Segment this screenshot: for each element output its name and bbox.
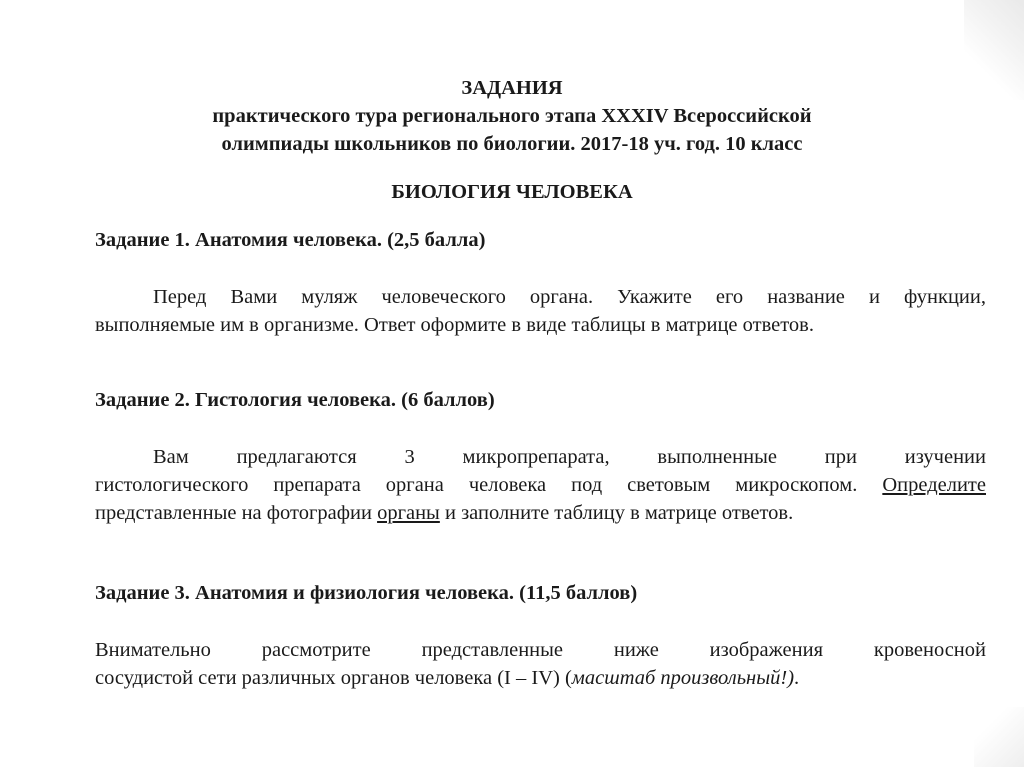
task3-line2-text1: сосудистой сети различных органов человека (I – IV) (	[95, 667, 572, 689]
document-header	[0, 74, 1024, 158]
task2-organs-underlined: органы	[377, 502, 440, 524]
task1-heading: Задание 1. Анатомия человека. (2,5 балла)	[95, 229, 486, 251]
header-title: ЗАДАНИЯ	[461, 77, 563, 99]
task1-paragraph	[95, 283, 986, 339]
task2-line1: Вам предлагаются 3 микропрепарата, выполненные при изучении	[153, 446, 986, 468]
task3-line1: Внимательно рассмотрите представленные ниже изображения кровеносной	[95, 639, 986, 661]
task3-paragraph	[95, 636, 986, 692]
task2-line3-text1: представленные на фотографии	[95, 502, 372, 524]
task3-line2	[95, 664, 986, 692]
task2-line3	[95, 499, 986, 527]
task1-line1: Перед Вами муляж человеческого органа. Укажите его название и функции,	[153, 286, 986, 308]
task2-line2	[95, 471, 986, 499]
page-corner-shadow-bottom	[974, 707, 1024, 767]
task3-line2-text2: .	[794, 667, 800, 689]
task2-paragraph	[95, 443, 986, 527]
header-subtitle-line1: практического тура регионального этапа XXXIV Всероссийской	[212, 105, 812, 127]
task2-determine-underlined: Определите	[882, 474, 986, 496]
task2-line2-text: гистологического препарата органа человека под световым микроскопом.	[95, 474, 858, 496]
task3-heading: Задание 3. Анатомия и физиология человека. (11,5 баллов)	[95, 582, 638, 604]
task1-line2: выполняемые им в организме. Ответ оформите в виде таблицы в матрице ответов.	[95, 314, 814, 336]
section-title: БИОЛОГИЯ ЧЕЛОВЕКА	[391, 181, 633, 203]
task2-line3-text2: и заполните таблицу в матрице ответов.	[444, 502, 794, 524]
header-subtitle-line2: олимпиады школьников по биологии. 2017-18 уч. год. 10 класс	[221, 133, 803, 155]
task2-heading: Задание 2. Гистология человека. (6 баллов)	[95, 389, 495, 411]
task3-scale-note: масштаб произвольный!)	[571, 667, 795, 689]
